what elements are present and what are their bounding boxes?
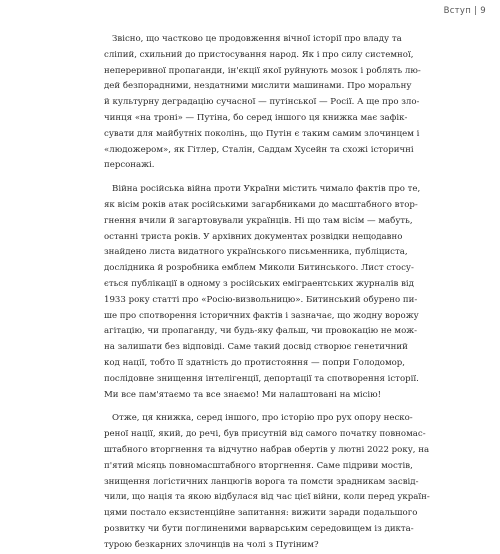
- text-line: Ми все пам'ятаємо та все знаємо! Ми налаштовані на місію!: [104, 389, 382, 400]
- text-line: ше про спотворення історичних фактів і зазначає, що жодну ворожу: [104, 310, 419, 321]
- text-line: на залишати без відповіді. Саме такий досвід створює генетичний: [104, 342, 408, 353]
- paragraph-2: [104, 182, 421, 403]
- paragraph-3: [104, 411, 430, 553]
- text-line: послідовне знищення інтелігенції, депортації та спотворення історії.: [104, 373, 419, 384]
- paragraph-1: [104, 32, 421, 174]
- text-line: 1933 року статті про «Росію-визвольницю». Битинський обурено пи-: [104, 294, 418, 305]
- text-line: дослідника й розробника емблем Миколи Битинського. Лист стосу-: [104, 263, 414, 274]
- text-line: сліпий, схильний до пристосування народ. Як і про силу системної,: [104, 49, 414, 60]
- text-line: як вісім років атак російськими загарбниками до масштабного втор-: [104, 199, 418, 210]
- text-line: п'ятий місяць повномасштабного вторгнення. Саме підриви мостів,: [104, 460, 413, 471]
- text-line: дей безпорадними, нездатними мислити машинами. Про моральну: [104, 81, 412, 92]
- text-line: персонажі.: [104, 160, 155, 171]
- text-line: агітацію, чи пропаганду, чи будь-яку фальш, чи провокацію не мож-: [104, 326, 418, 337]
- text-line: непереривної пропаганди, ін'єкції якої руйнують мозок і роблять лю-: [104, 65, 421, 76]
- text-line: розвитку чи бути поглиненими варварським середовищем із дикта-: [104, 523, 414, 534]
- text-line: знищення логістичних ланцюгів ворога та помсти зрадникам засвід-: [104, 476, 419, 487]
- text-line: ється публікації в одному з російських еміграентських журналів від: [104, 278, 414, 289]
- text-line: турою безкарних злочинців на чолі з Путіним?: [104, 539, 319, 550]
- text-line: Звісно, що частково це продовження вічної історії про владу та: [112, 34, 402, 44]
- text-line: реної нації, який, до речі, був присутній від самого початку повномас-: [104, 429, 426, 440]
- text-line: знайдено листа видатного українського письменника, публіциста,: [104, 247, 408, 258]
- running-header: Вступ | 9: [443, 6, 486, 16]
- text-line: сувати для майбутніх поколінь, що Путін є таким самим злочинцем і: [104, 128, 420, 139]
- text-line: цями постало екзистенційне запитання: вижити заради подальшого: [104, 508, 418, 519]
- text-line: Вiйна російська війна проти України містить чимало фактів про те,: [112, 184, 421, 195]
- text-line: «людожером», як Гітлер, Сталін, Саддам Хусейн та схожі історичні: [104, 144, 414, 155]
- text-line: останні триста років. У архівних документах розвідки нещодавно: [104, 231, 403, 242]
- text-line: чили, що нація та якою відбулася від час цієї війни, коли перед україн-: [104, 492, 430, 503]
- text-line: гнення вчили й загартовували українців. Ні що там вісім — мабуть,: [104, 215, 413, 226]
- text-line: код нації, тобто її здатність до протистояння — попри Голодомор,: [104, 357, 406, 368]
- text-line: й культурну деградацію сучасної — путінської — Росії. А ще про зло-: [104, 97, 420, 108]
- text-line: чинця «на троні» — Путіна, бо серед іншого ця книжка має зафік-: [104, 112, 408, 123]
- text-line: Отже, ця книжка, серед іншого, про історію про рух опору неско-: [112, 413, 413, 424]
- text-line: штабного вторгнення та відчутно набрав обертів у лютні 2022 року, на: [104, 444, 430, 455]
- body-text: [104, 32, 430, 554]
